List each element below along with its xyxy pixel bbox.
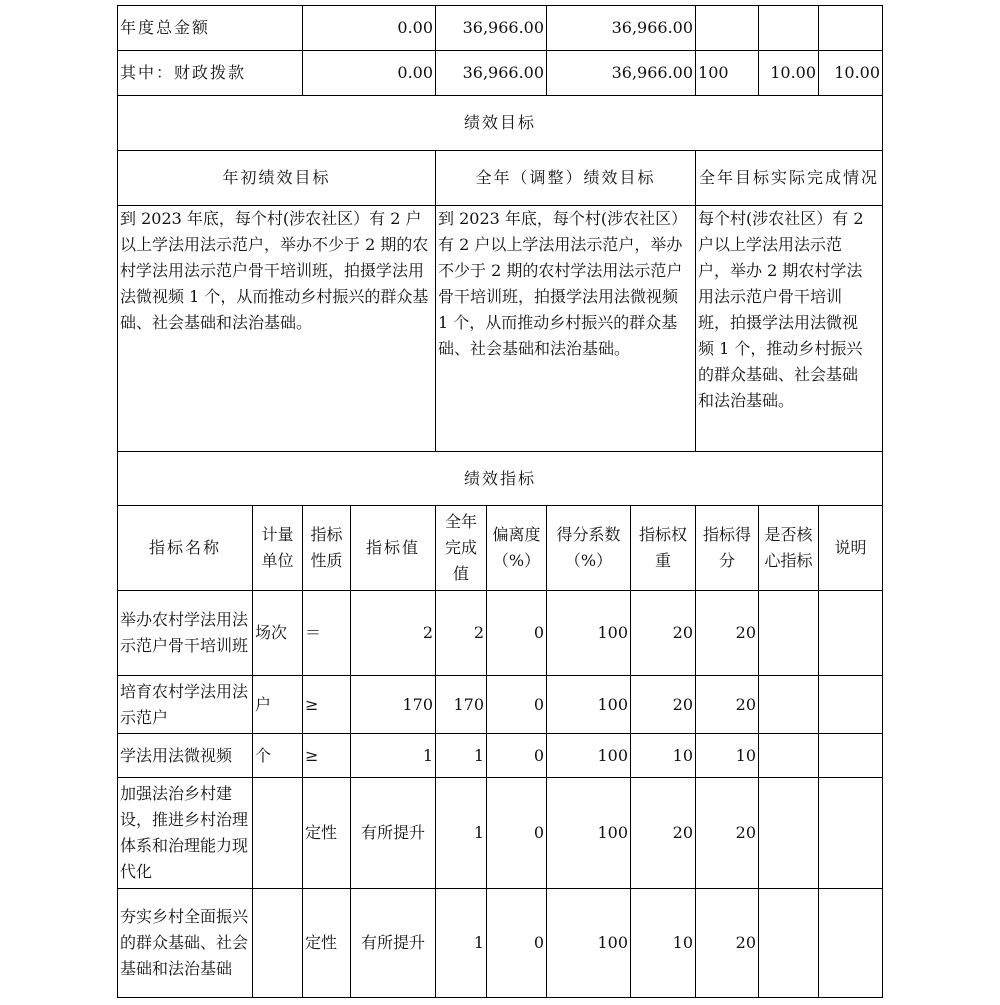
indicator-note [819,591,883,676]
indicators-section-title: 绩效指标 [118,452,883,506]
indicator-core [759,778,819,889]
indicator-weight: 20 [631,676,696,734]
indicator-nature: ≥ [303,734,351,778]
budget-row-total [118,6,883,51]
indicator-target: 170 [351,676,436,734]
indicator-note [819,889,883,998]
header-deviation: 偏离度（%） [487,506,547,591]
header-nature: 指标性质 [303,506,351,591]
indicator-coef: 100 [547,676,631,734]
indicator-actual: 1 [436,734,487,778]
indicator-actual: 1 [436,778,487,889]
indicator-weight: 10 [631,734,696,778]
budget-executed: 36,966.00 [547,51,696,96]
goal-text-initial: 到 2023 年底，每个村(涉农社区）有 2 户以上学法用法示范户，举办不少于 2 期的农村学法用法示范户骨干培训班，拍摄学法用法微视频 1 个，从而推动乡村振兴的群众基础、社会基础和法治基础。 [118,206,436,452]
goal-text-actual: 每个村(涉农社区）有 2 户以上学法用法示范户，举办 2 期农村学法用法示范户骨干培训班，拍摄学法用法微视频 1 个，推动乡村振兴的群众基础、社会基础和法治基础。 [696,206,883,452]
indicator-score: 20 [696,676,759,734]
table-row [118,591,883,676]
budget-initial: 0.00 [303,6,436,51]
budget-row-fiscal [118,51,883,96]
indicator-score: 20 [696,591,759,676]
header-name: 指标名称 [118,506,253,591]
budget-adjusted: 36,966.00 [436,51,547,96]
indicator-coef: 100 [547,591,631,676]
goal-text-adjusted: 到 2023 年底，每个村(涉农社区）有 2 户以上学法用法示范户，举办不少于 2 期的农村学法用法示范户骨干培训班，拍摄学法用法微视频 1 个，从而推动乡村振兴的群众基础、社会基础和法治基础。 [436,206,696,452]
indicator-note [819,676,883,734]
budget-executed: 36,966.00 [547,6,696,51]
table-row [118,778,883,889]
indicator-name: 学法用法微视频 [118,734,253,778]
indicator-actual: 2 [436,591,487,676]
indicator-unit [253,778,303,889]
header-note: 说明 [819,506,883,591]
header-score: 指标得分 [696,506,759,591]
indicator-unit: 个 [253,734,303,778]
budget-rate [759,6,819,51]
header-actual: 全年完成值 [436,506,487,591]
header-target: 指标值 [351,506,436,591]
indicator-deviation: 0 [487,778,547,889]
indicator-note [819,778,883,889]
indicator-coef: 100 [547,889,631,998]
indicator-score: 20 [696,889,759,998]
indicator-coef: 100 [547,778,631,889]
indicator-actual: 170 [436,676,487,734]
indicator-note [819,734,883,778]
indicator-score: 20 [696,778,759,889]
indicator-deviation: 0 [487,676,547,734]
budget-score-full: 100 [696,51,759,96]
indicator-name: 培育农村学法用法示范户 [118,676,253,734]
indicator-name: 举办农村学法用法示范户骨干培训班 [118,591,253,676]
goal-header-initial: 年初绩效目标 [118,151,436,206]
budget-initial: 0.00 [303,51,436,96]
indicator-weight: 20 [631,778,696,889]
indicator-nature: 定性 [303,778,351,889]
indicator-target: 有所提升 [351,889,436,998]
goals-section-title: 绩效目标 [118,96,883,151]
indicator-unit [253,889,303,998]
indicator-core [759,734,819,778]
indicator-weight: 10 [631,889,696,998]
indicator-name: 夯实乡村全面振兴的群众基础、社会基础和法治基础 [118,889,253,998]
indicator-actual: 1 [436,889,487,998]
table-row [118,676,883,734]
indicator-name: 加强法治乡村建设，推进乡村治理体系和治理能力现代化 [118,778,253,889]
indicator-unit: 场次 [253,591,303,676]
indicator-weight: 20 [631,591,696,676]
goal-header-actual: 全年目标实际完成情况 [696,151,883,206]
indicator-target: 2 [351,591,436,676]
indicator-nature: ≥ [303,676,351,734]
indicator-nature: ＝ [303,591,351,676]
indicator-deviation: 0 [487,591,547,676]
header-coef: 得分系数（%） [547,506,631,591]
performance-table [117,5,883,998]
indicator-unit: 户 [253,676,303,734]
indicator-target: 有所提升 [351,778,436,889]
header-core: 是否核心指标 [759,506,819,591]
budget-label: 其中：财政拨款 [118,51,303,96]
budget-rate: 10.00 [759,51,819,96]
indicator-deviation: 0 [487,889,547,998]
indicator-core [759,591,819,676]
indicator-header-row [118,506,883,591]
table-row [118,889,883,998]
indicator-core [759,676,819,734]
indicator-core [759,889,819,998]
goal-header-adjusted: 全年（调整）绩效目标 [436,151,696,206]
budget-score [819,6,883,51]
header-weight: 指标权重 [631,506,696,591]
indicator-nature: 定性 [303,889,351,998]
budget-label: 年度总金额 [118,6,303,51]
indicator-score: 10 [696,734,759,778]
indicator-deviation: 0 [487,734,547,778]
budget-adjusted: 36,966.00 [436,6,547,51]
indicator-target: 1 [351,734,436,778]
header-unit: 计量单位 [253,506,303,591]
table-row [118,734,883,778]
budget-score: 10.00 [819,51,883,96]
budget-score-full [696,6,759,51]
indicator-coef: 100 [547,734,631,778]
